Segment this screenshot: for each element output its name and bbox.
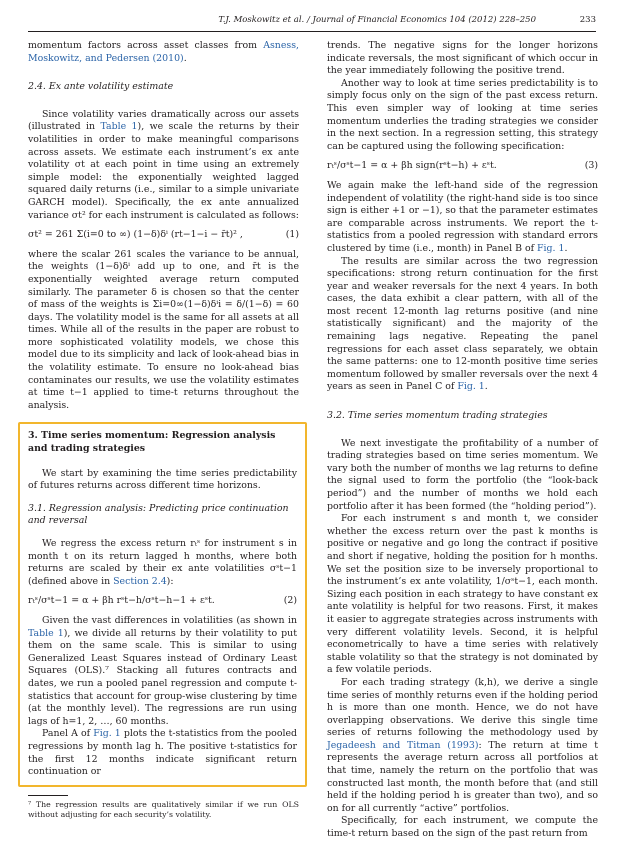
equation-number: (2) <box>283 595 297 607</box>
figure-link[interactable]: Fig. 1 <box>537 242 565 254</box>
table-link[interactable]: Table 1 <box>100 121 138 133</box>
header-rule <box>28 31 596 32</box>
section-heading-3-1: 3.1. Regression analysis: Predicting price continuation and reversal <box>28 502 289 527</box>
page-number: 233 <box>579 15 596 25</box>
paragraph: Given the vast differences in volatilities (as shown in Table 1), we divide all returns by their volatility to put them on the same scale. This is similar to using Generalized Least Squares instead of Ordinary Least Squares (OLS).⁷ Stacking all futures contracts and dates, we run a pooled panel regression and compute t-statistics that account for group-wise clustering by time (at the monthly level). The regressions are run using lags of h=1, 2, …, 60 months. <box>28 614 297 727</box>
equation-1: σt² = 261 Σ(i=0 to ∞) (1−δ)δⁱ (rt−1−i − r̄t)² , (1) <box>28 229 299 241</box>
section-heading-3: 3. Time series momentum: Regression analysis and trading strategies <box>28 430 276 455</box>
citation-link[interactable]: Asness, Moskowitz, and Pedersen (2010) <box>28 40 299 64</box>
paragraph: We again make the left-hand side of the regression independent of volatility (the right-hand side is too since sign is either +1 or −1), so that the parameter estimates are comparable across instruments. We report the t-statistics from a pooled regression with standard errors clustered by time (i.e., month) in Panel B of Fig. 1. <box>327 179 598 254</box>
paragraph: For each trading strategy (k,h), we derive a single time series of monthly returns even if the holding period h is more than one month. Hence, we do not have overlapping observations. We derive this single time series of returns following the methodology used by Jegadeesh and Titman (1993): The return at time t represents the average return across all portfolios at that time, namely the return on the portfolio that was constructed last month, the month before that (and still held if the holding period h is greater than two), and so on for all currently “active” portfolios. <box>327 676 598 814</box>
figure-link[interactable]: Fig. 1 <box>457 381 485 393</box>
footnote-rule <box>28 795 68 796</box>
paragraph: trends. The negative signs for the longer horizons indicate reversals, the most significant of which occur in the year immediately following the positive trend. <box>327 40 598 77</box>
left-column <box>28 40 299 820</box>
paragraph: We start by examining the time series predictability of futures returns across different time horizons. <box>28 467 297 492</box>
paragraph: Panel A of Fig. 1 plots the t-statistics from the pooled regressions by month lag h. The positive t-statistics for the first 12 months indicate significant return continuation or <box>28 728 298 778</box>
table-link[interactable]: Table 1 <box>28 627 64 639</box>
paragraph: We next investigate the profitability of a number of trading strategies based on time series momentum. We vary both the number of months we lag returns to define the signal used to form the portfolio (the “look-back period”) and the number of months we hold each portfolio after it has been formed (the “holding period”). <box>327 437 598 512</box>
figure-link[interactable]: Fig. 1 <box>93 728 121 740</box>
footnote: ⁷ The regression results are qualitatively similar if we run OLS without adjusting for each security’s volatility. <box>28 799 299 819</box>
paragraph: where the scalar 261 scales the variance to be annual, the weights (1−δ)δⁱ add up to one, and r̄t is the exponentially weighted average return computed similarly. The parameter δ is chosen so that the center of mass of the weights is Σi=0∞(1−δ)δⁱi = δ/(1−δ) = 60 days. The volatility model is the same for all assets at all times. While all of the results in the paper are robust to more sophisticated volatility models, we chose this model due to its simplicity and lack of look-ahead bias in the volatility estimate. To ensure no look-ahead bias contaminates our results, we use the volatility estimates at time t−1 applied to time-t returns throughout the analysis. <box>28 248 299 411</box>
journal-citation: T.J. Moskowitz et al. / Journal of Financial Economics 104 (2012) 228–250 <box>218 15 536 25</box>
highlight-box <box>18 422 307 786</box>
paragraph: For each instrument s and month t, we consider whether the excess return over the past k months is positive or negative and go long the contract if positive and short if negative, holding the position for h months. We set the position size to be inversely proportional to the instrument’s ex ante volatility, 1/σˢt−1, each month. Sizing each position in each strategy to have constant ex ante volatility is helpful for two reasons. First, it makes it easier to aggregate strategies across instruments with very different volatility levels. Second, it is helpful econometrically to have a time series with relatively stable volatility so that the strategy is not dominated by a few volatile periods. <box>327 513 598 676</box>
citation-link[interactable]: Jegadeesh and Titman (1993) <box>327 739 479 751</box>
paragraph: Specifically, for each instrument, we compute the time-t return based on the sign of the past return from <box>327 815 598 840</box>
section-heading-2-4: 2.4. Ex ante volatility estimate <box>28 81 174 93</box>
paragraph: Another way to look at time series predictability is to simply focus only on the sign of the past excess return. This even simpler way of looking at time series momentum underlies the trading strategies we consider in the next section. In a regression setting, this strategy can be captured using the following specification: <box>327 77 598 152</box>
section-heading-3-2: 3.2. Time series momentum trading strategies <box>327 410 548 422</box>
equation-3: rₜˢ/σˢt−1 = α + βh sign(rˢt−h) + εˢt. (3) <box>327 160 598 172</box>
paragraph: momentum factors across asset classes from Asness, Moskowitz, and Pedersen (2010). <box>28 40 299 64</box>
paragraph: We regress the excess return rₜˢ for instrument s in month t on its return lagged h months, where both returns are scaled by their ex ante volatilities σˢt−1 (defined above in Section 2.4): <box>28 538 297 587</box>
equation-number: (1) <box>285 229 299 241</box>
paragraph: Since volatility varies dramatically across our assets (illustrated in Table 1), we scale the returns by their volatilities in order to make meaningful comparisons across assets. We estimate each instrument’s ex ante volatility σt at each point in time using an extremely simple model: the exponentially weighted lagged squared daily returns (i.e., similar to a simple univariate GARCH model). Specifically, the ex ante annualized variance σt² for each instrument is calculated as follows: <box>28 108 299 221</box>
paragraph: The results are similar across the two regression specifications: strong return continuation for the first year and weaker reversals for the next 4 years. In both cases, the data exhibit a clear pattern, with all of the most recent 12-month lag returns positive (and nine statistically significant) and the majority of the remaining lags negative. Repeating the panel regressions for each asset class separately, we obtain the same patterns: one to 12-month positive time series momentum followed by smaller reversals over the next 4 years as seen in Panel C of Fig. 1. <box>327 255 598 393</box>
right-column <box>327 40 598 841</box>
section-link[interactable]: Section 2.4 <box>113 575 167 587</box>
equation-number: (3) <box>584 160 598 172</box>
equation-2: rₜˢ/σˢt−1 = α + βh rˢt−h/σˢt−h−1 + εˢt. (2) <box>28 595 297 607</box>
running-header <box>28 15 596 29</box>
